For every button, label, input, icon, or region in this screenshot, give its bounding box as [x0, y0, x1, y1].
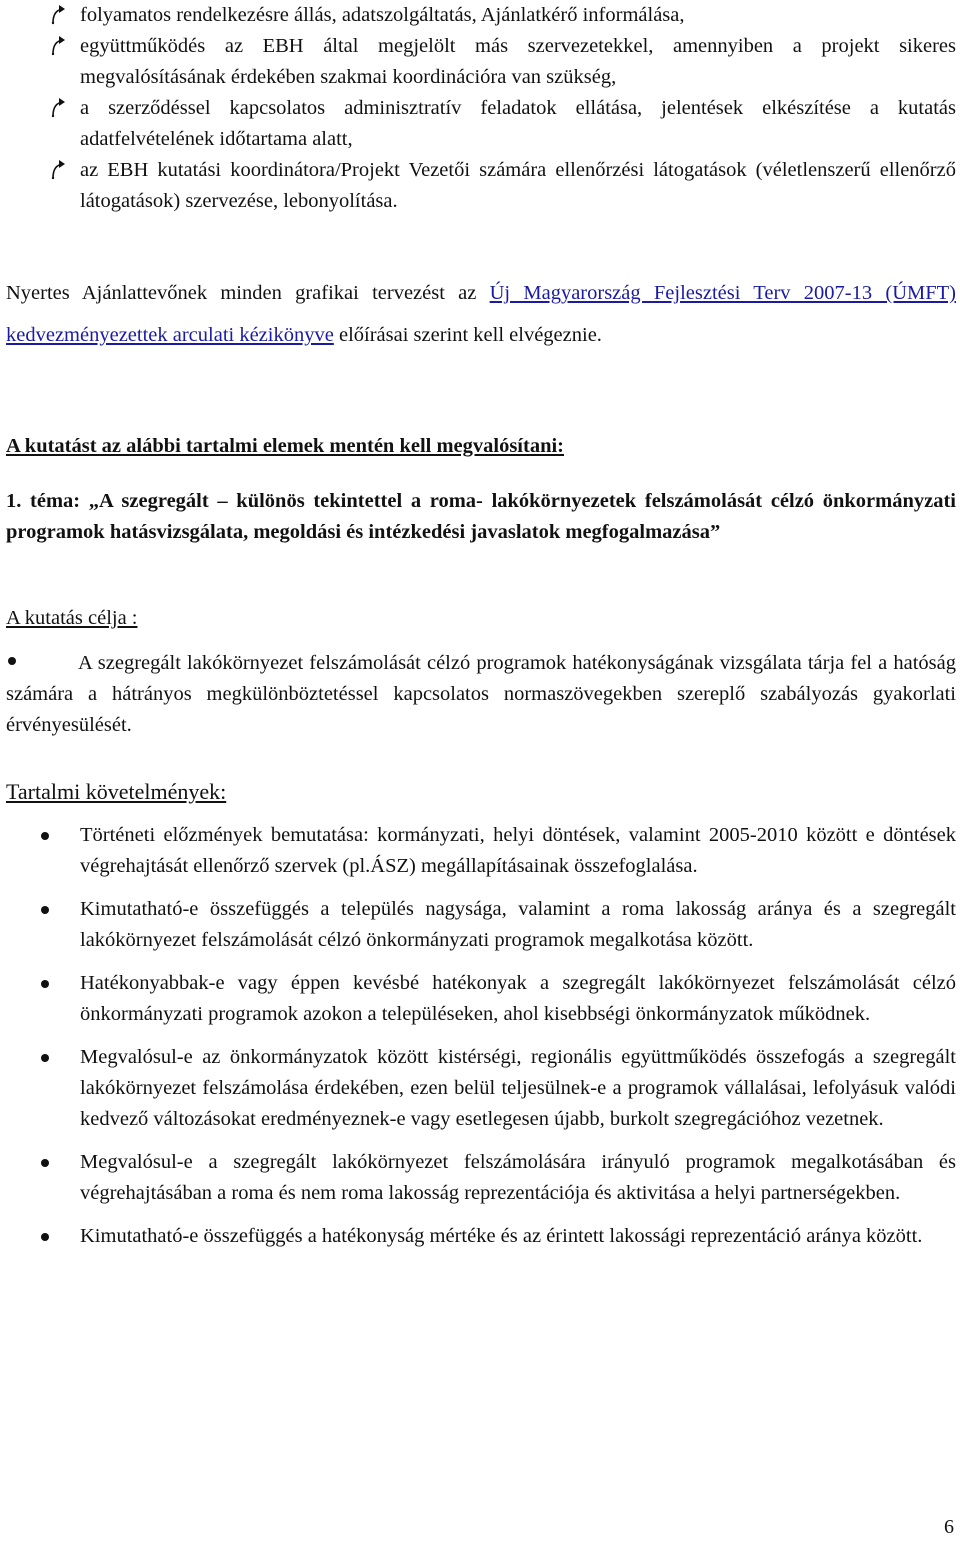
intro-text-after: előírásai szerint kell elvégeznie.	[333, 324, 602, 346]
bullet-dot-icon	[41, 980, 49, 988]
arrow-list	[0, 0, 956, 217]
bullet-dot-icon	[41, 1159, 49, 1167]
page-number: 6	[944, 1516, 954, 1538]
requirement-text: Megvalósul-e a szegregált lakókörnyezet felszámolására irányuló programok megalkotásában és végrehajtásában a roma és nem roma lakosság reprezentációja és aktivitása a helyi partnerségekben.	[80, 1151, 956, 1204]
topic-title: 1. téma: „A szegregált – különös tekintettel a roma- lakókörnyezetek felszámolását célzó önkormányzati programok hatásvizsgálata, megoldási és intézkedési javaslatok megfogalmazása”	[6, 490, 956, 543]
bullet-dot-icon	[41, 906, 49, 914]
goal-title	[6, 602, 956, 634]
bullet-dot-icon	[41, 1054, 49, 1062]
goal-paragraph	[6, 648, 956, 741]
curved-arrow-icon	[50, 34, 68, 56]
section-heading-text: A kutatást az alábbi tartalmi elemek mentén kell megvalósítani:	[6, 435, 565, 457]
curved-arrow-icon	[50, 96, 68, 118]
requirement-text: Történeti előzmények bemutatása: kormányzati, helyi döntések, valamint 2005-2010 között e döntések végrehajtását ellenőrző szervek (pl.ÁSZ) megállapításainak összefoglalása.	[80, 824, 956, 877]
arrow-item-text: folyamatos rendelkezésre állás, adatszolgáltatás, Ajánlatkérő informálása,	[80, 4, 685, 26]
arrow-list-item	[0, 93, 956, 155]
requirement-item	[0, 1221, 956, 1252]
requirement-item	[0, 820, 956, 882]
requirement-item	[0, 1042, 956, 1135]
requirements-title	[6, 776, 956, 808]
curved-arrow-icon	[50, 3, 68, 25]
arrow-item-text: együttműködés az EBH által megjelölt más szervezetekkel, amennyiben a projekt sikeres megvalósításának érdekében szakmai koordinációra van szükség,	[80, 35, 956, 88]
arrow-list-item	[0, 0, 956, 31]
goal-title-text: A kutatás célja :	[6, 607, 138, 629]
requirement-item	[0, 894, 956, 956]
section-heading	[6, 430, 956, 462]
curved-arrow-icon	[50, 158, 68, 180]
requirements-title-text: Tartalmi követelmények:	[6, 779, 227, 804]
goal-text: A szegregált lakókörnyezet felszámolását célzó programok hatékonyságának vizsgálata tárja fel a hatóság számára a hátrányos megkülönböztetéssel kapcsolatos normaszövegekben szereplő szabályozás gyakorlati érvényesülését.	[6, 652, 956, 736]
requirement-text: Hatékonyabbak-e vagy éppen kevésbé hatékonyak a szegregált lakókörnyezet felszámolását célzó önkormányzati programok azokon a településeken, ahol kisebbségi önkormányzatok működnek.	[80, 972, 956, 1025]
manual-link[interactable]: Új Magyarország Fejlesztési Terv 2007-13 (ÚMFT) kedvezményezettek arculati kézikönyve	[6, 282, 956, 346]
arrow-list-item	[0, 155, 956, 217]
bullet-dot-icon	[8, 657, 16, 665]
requirement-text: Kimutatható-e összefüggés a település nagysága, valamint a roma lakosság aránya és a szegregált lakókörnyezet felszámolását célzó önkormányzati programok megalkotása között.	[80, 898, 956, 951]
arrow-item-text: az EBH kutatási koordinátora/Projekt Vezetői számára ellenőrzési látogatások (véletlenszerű ellenőrző látogatások) szervezése, lebonyolítása.	[80, 159, 956, 212]
bullet-dot-icon	[41, 1233, 49, 1241]
bullet-dot-icon	[41, 832, 49, 840]
requirement-item	[0, 968, 956, 1030]
arrow-item-text: a szerződéssel kapcsolatos adminisztratív feladatok ellátása, jelentések elkészítése a kutatás adatfelvételének időtartama alatt,	[80, 97, 956, 150]
intro-text-before: Nyertes Ajánlattevőnek minden grafikai tervezést az	[6, 282, 490, 304]
requirements-list	[0, 820, 956, 1252]
requirement-text: Megvalósul-e az önkormányzatok között kistérségi, regionális együttműködés összefogás a szegregált lakókörnyezet felszámolása érdekében, ezen belül teljesülnek-e a programok vállalásai, lefolyásuk valódi kedvező változásokat eredményeznek-e vagy esetlegesen újabb, burkolt szegregációhoz vezetnek.	[80, 1046, 956, 1130]
requirement-text: Kimutatható-e összefüggés a hatékonyság mértéke és az érintett lakossági reprezentáció aránya között.	[80, 1225, 923, 1247]
intro-paragraph	[6, 272, 956, 356]
requirement-item	[0, 1147, 956, 1209]
arrow-list-item	[0, 31, 956, 93]
